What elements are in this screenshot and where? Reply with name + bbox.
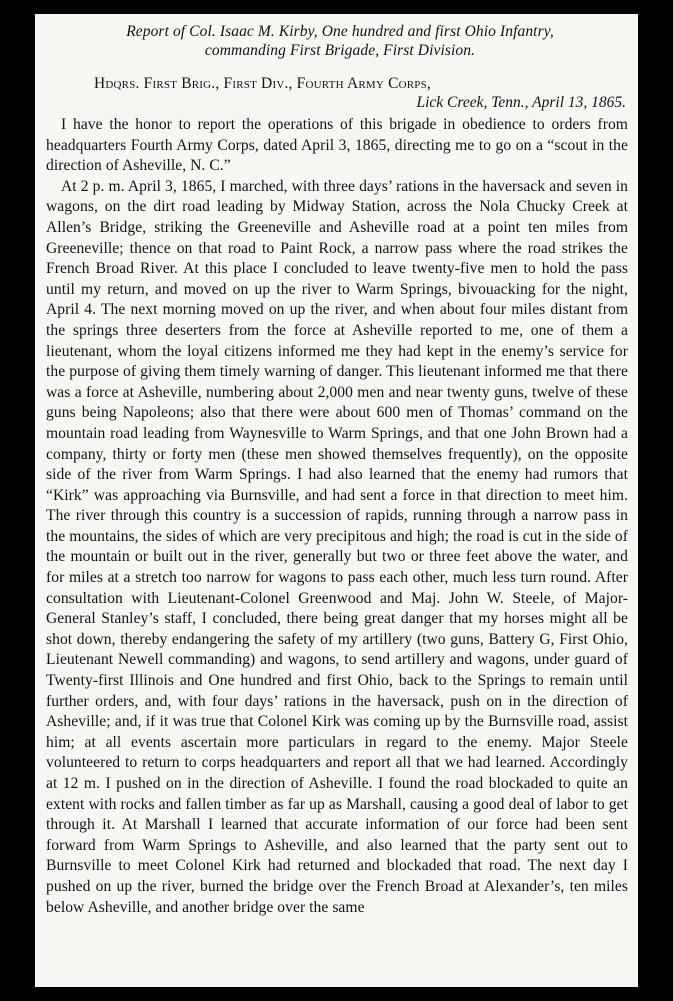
place-date-line: Lick Creek, Tenn., April 13, 1865. [416,94,626,111]
paragraph-2: At 2 p. m. April 3, 1865, I marched, with three days’ rations in the haversack and seven in wagons, on the dirt road leading by Midway Station, across the Nola Chucky Creek at Allen’s Bridge, striking the Greeneville and Asheville road at a point ten miles from Greeneville; thence on that road to Paint Rock, a narrow pass where the road strikes the French Broad River. At this place I concluded to leave twenty-five men to hold the pass until my return, and moved on up the river to Warm Springs, bivouacking for the night, April 4. The next morning moved on up the river, and when about four miles distant from the springs three deserters from the force at Asheville reported to me, one of them a lieutenant, whom the loyal citizens informed me they had kept in the enemy’s service for the purpose of giving them timely warning of danger. This lieutenant informed me that there was a force at Asheville, numbering about 2,000 men and near twenty guns, twelve of these guns being Napoleons; also that there were about 600 men of Thomas’ command on the mountain road leading from Waynesville to Warm Springs, and that one John Brown had a company, thirty or forty men (these men showed themselves frequently), on the opposite side of the river from Warm Springs. I had also learned that the enemy had rumors that “Kirk” was approaching via Burnsville, and had sent a force in that direction to meet him. The river through this country is a succession of rapids, running through a narrow pass in the mountains, the sides of which are very precipitous and high; the road is cut in the side of the mountain or built out in the river, generally but two or three feet above the water, and for miles at a stretch too narrow for wagons to pass each other, much less turn round. After consultation with Lieutenant-Colonel Greenwood and Maj. John W. Steele, of Major-General Stanley’s staff, I concluded, there being great danger that my horses might all be shot down, thereby endangering the safety of my artillery (two guns, Battery G, First Ohio, Lieutenant Newell commanding) and wagons, to send artillery and wagons, under guard of Twenty-first Illinois and One hundred and first Ohio, back to the Springs to remain until further orders, and, with four days’ rations in the haversack, push on in the direction of Asheville; and, if it was true that Colonel Kirk was coming up by the Burnsville road, assist him; at all events ascertain more particulars in regard to the enemy. Major Steele volunteered to return to corps headquarters and report all that we had learned. Accordingly at 12 m. I pushed on in the direction of Asheville. I found the road blockaded to quite an extent with rocks and fallen timber as far up as Marshall, causing a good deal of labor to get through it. At Marshall I learned that accurate information of our force had been sent forward from Warm Springs to Asheville, and also learned that the party sent out to Burnsville to meet Colonel Kirk had returned and blockaded that road. The next day I pushed on up the river, burned the bridge over the French Broad at Alexander’s, ten miles below Asheville, and another bridge over the same [46,177,628,916]
report-heading-line-2: commanding First Brigade, First Division. [204,42,476,59]
report-heading-line-1: Report of Col. Isaac M. Kirby, One hundred and first Ohio Infantry, [126,23,554,40]
report-body [46,115,628,918]
dateline [46,74,628,112]
document-page [35,14,638,987]
headquarters-line: Hdqrs. First Brig., First Div., Fourth Army Corps, [94,75,432,92]
report-heading [52,22,628,60]
paragraph-1: I have the honor to report the operations of this brigade in obedience to orders from headquarters Fourth Army Corps, dated April 3, 1865, directing me to go on a “scout in the direction of Asheville, N. C.” [46,116,628,175]
